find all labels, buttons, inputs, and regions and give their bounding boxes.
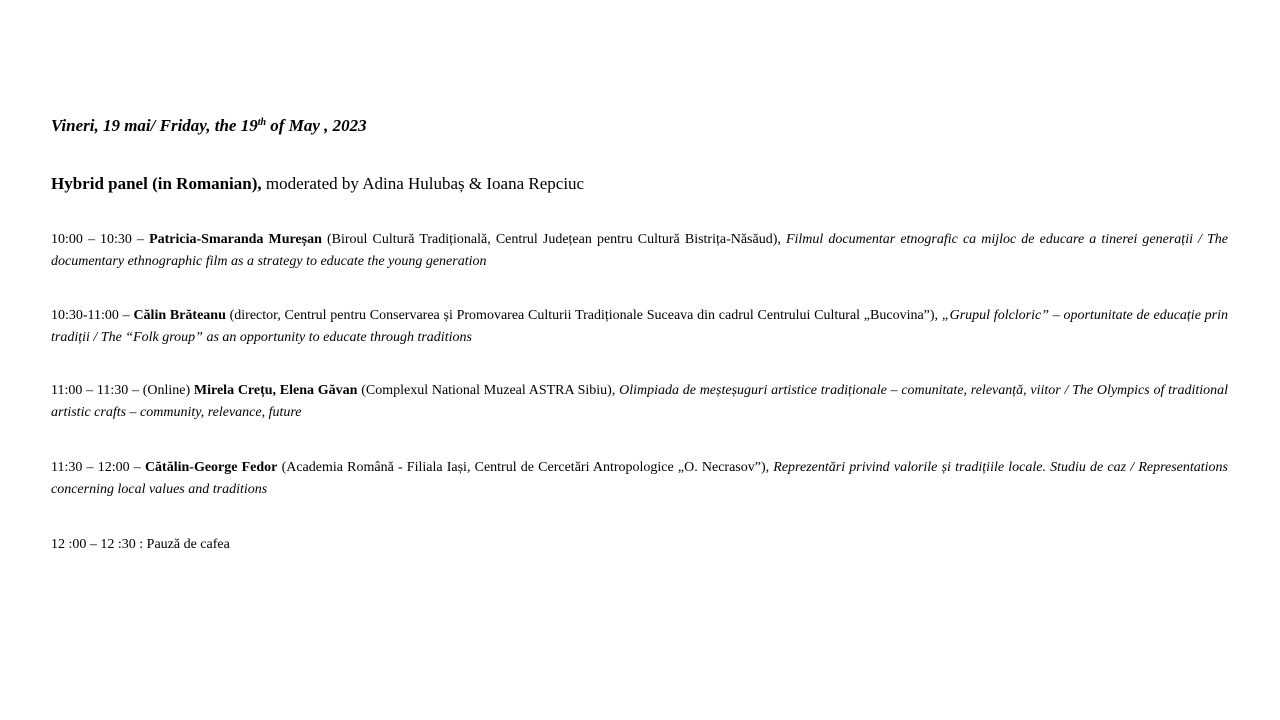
session-item: [51, 457, 1228, 501]
session-affiliation: (director, Centrul pentru Conservarea și Promovarea Culturii Tradiționale Suceava din cadrul Centrului Cultural „Bucovina”),: [225, 308, 942, 323]
session-title: „Grupul folcloric” – oportunitate de educație prin tradiții / The “Folk group” as an opportunity to educate through traditions: [51, 308, 1228, 345]
session-time: 10:00 – 10:30 –: [51, 232, 150, 247]
date-heading-superscript: th: [257, 117, 267, 128]
session-speaker: Călin Brăteanu: [133, 308, 226, 323]
session-affiliation: (Biroul Cultură Tradițională, Centrul Județean pentru Cultură Bistrița-Năsăud),: [321, 232, 786, 247]
session-title: Olimpiada de meșteșuguri artistice tradiționale – comunitate, relevanță, viitor / The Olympics of traditional artistic crafts – community, relevance, future: [51, 383, 1228, 420]
session-item: [51, 229, 1228, 273]
session-title: Filmul documentar etnografic ca mijloc de educare a tinerei generații / The documentary ethnographic film as a strategy to educate the young generation: [51, 232, 1229, 269]
session-item: [51, 305, 1228, 349]
date-heading: [51, 115, 367, 137]
session-item: [51, 380, 1228, 424]
coffee-break: [51, 534, 1228, 556]
date-heading-rest: of May , 2023: [266, 116, 367, 135]
panel-heading-moderators: moderated by Adina Hulubaș & Ioana Repciuc: [261, 174, 585, 193]
coffee-break-text: 12 :00 – 12 :30 : Pauză de cafea: [51, 537, 230, 552]
panel-heading: [51, 173, 584, 195]
program-page: [51, 0, 1228, 720]
session-affiliation: (Academia Română - Filiala Iași, Centrul de Cercetări Antropologice „O. Necrasov”),: [277, 460, 774, 475]
session-time: 11:00 – 11:30 – (Online): [51, 383, 194, 398]
session-time: 10:30-11:00 –: [51, 308, 134, 323]
session-title: Reprezentări privind valorile și tradițiile locale. Studiu de caz / Representations concerning local values and traditions: [51, 460, 1229, 497]
session-speaker: Mirela Crețu, Elena Găvan: [193, 383, 358, 398]
session-speaker: Cătălin-George Fedor: [144, 460, 278, 475]
session-time: 11:30 – 12:00 –: [51, 460, 145, 475]
session-speaker: Patricia-Smaranda Mureșan: [149, 232, 322, 247]
panel-heading-bold: Hybrid panel (in Romanian),: [51, 174, 262, 193]
session-affiliation: (Complexul National Muzeal ASTRA Sibiu),: [357, 383, 620, 398]
date-heading-main: Vineri, 19 mai/ Friday, the 19: [51, 116, 258, 135]
